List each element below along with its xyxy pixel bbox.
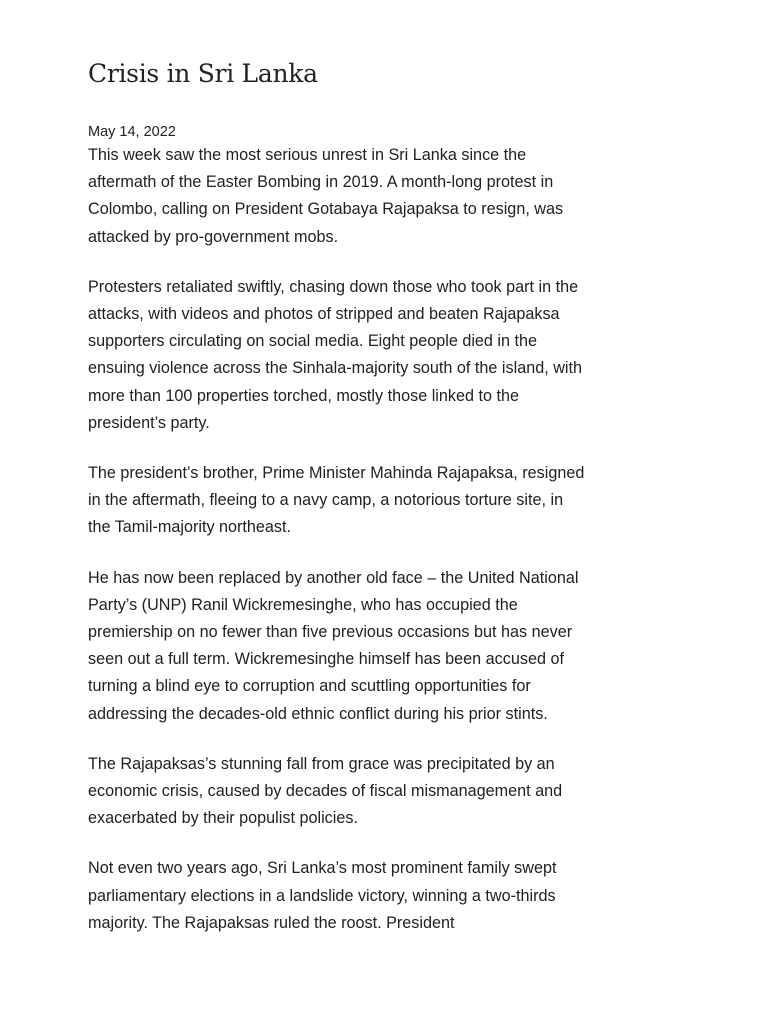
paragraph: Protesters retaliated swiftly, chasing down those who took part in the attacks, with videos and photos of stripped and beaten Rajapaksa supporters circulating on social media. Eight people died in the ensuing violence across the Sinhala-majority south of the island, with more than 100 properties torched, mostly those linked to the president’s party. (88, 277, 582, 432)
paragraph: This week saw the most serious unrest in Sri Lanka since the aftermath of the Easter Bombing in 2019. A month-long protest in Colombo, calling on President Gotabaya Rajapaksa to resign, was attacked by pro-government mobs. (88, 146, 564, 246)
publish-date: May 14, 2022 (88, 124, 176, 140)
paragraph: The president’s brother, Prime Minister Mahinda Rajapaksa, resigned in the aftermath, fleeing to a navy camp, a notorious torture site, in the Tamil-majority northeast. (88, 464, 585, 537)
paragraph: Not even two years ago, Sri Lanka’s most prominent family swept parliamentary elections in a landslide victory, winning a two-thirds majority. The Rajapaksas ruled the roost. President (88, 859, 557, 932)
article-title: Crisis in Sri Lanka (88, 59, 318, 88)
article-body (88, 142, 588, 937)
article (88, 56, 588, 960)
paragraph: The Rajapaksas’s stunning fall from grace was precipitated by an economic crisis, caused by decades of fiscal mismanagement and exacerbated by their populist policies. (88, 754, 563, 828)
paragraph: He has now been replaced by another old face – the United National Party’s (UNP) Ranil Wickremesinghe, who has occupied the premiership on no fewer than five previous occasions but has never seen out a full term. Wickremesinghe himself has been accused of turning a blind eye to corruption and scuttling opportunities for addressing the decades-old ethnic conflict during his prior stints. (88, 568, 579, 723)
